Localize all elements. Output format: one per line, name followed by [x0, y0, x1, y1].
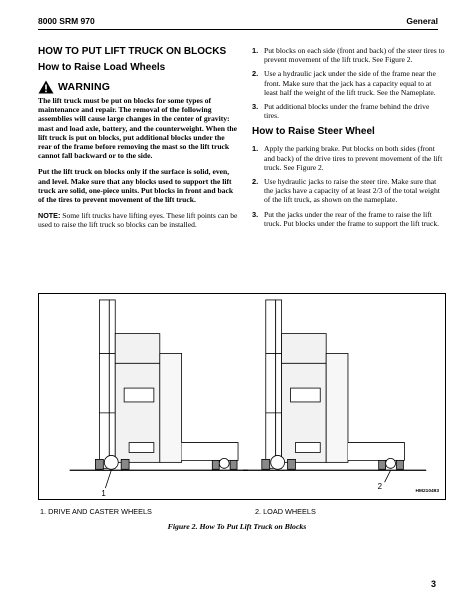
step-number: 3. [252, 102, 259, 112]
left-lift-truck [70, 300, 248, 470]
subsection-title-load-wheels: How to Raise Load Wheels [38, 62, 166, 73]
warning-paragraph-2: Put the lift truck on blocks only if the surface is solid, even, and level. Make sure that any blocks used to support the lift truck are solid, one-piece units. Put blocks in front and back of the tires to prevent movement of the lift truck. [38, 167, 234, 205]
warning-paragraph-1: The lift truck must be put on blocks for some types of maintenance and repair. The removal of the following assemblies will cause large changes in the center of gravity: mast and load axle, battery, and the counterweight. When the lift truck is put on blocks, put additional blocks under the rear of the frame before removing the mast so the lift truck cannot fall backward or to the side. [38, 96, 237, 161]
note-paragraph [38, 211, 240, 229]
step-number: 2. [252, 177, 259, 187]
page-number: 3 [430, 579, 436, 589]
list-item [252, 46, 446, 64]
list-item [252, 177, 446, 205]
step-number: 1. [252, 144, 259, 154]
step-number: 3. [252, 209, 259, 219]
step-number: 2. [252, 69, 259, 79]
steer-wheel-steps [252, 144, 446, 228]
right-lift-truck [243, 300, 426, 470]
note-text: Some lift trucks have lifting eyes. These lift points can be used to raise the lift truck so blocks can be installed. [38, 211, 238, 230]
figure-id: HM210493 [415, 489, 439, 494]
callout-1: 1 [101, 489, 106, 499]
section-name: General [406, 16, 438, 26]
callout-line-2 [385, 470, 391, 482]
right-column [252, 46, 446, 234]
lift-truck-drawing [39, 294, 445, 499]
warning-heading [38, 80, 240, 94]
step-text: Use hydraulic jacks to raise the steer tire. Make sure that the jacks have a capacity of at least 2/3 of the total weight of the lift truck, as shown on the nameplate. [264, 177, 440, 205]
step-text: Put additional blocks under the frame behind the drive tires. [264, 102, 430, 121]
figure-caption: Figure 2. How To Put Lift Truck on Blocks [167, 522, 307, 531]
warning-triangle-icon [38, 80, 54, 94]
step-text: Apply the parking brake. Put blocks on both sides (front and back) of the drive tires to prevent movement of the lift truck. See Figure 2. [264, 144, 443, 172]
load-wheel-steps [252, 46, 446, 120]
note-label: NOTE: [38, 211, 61, 221]
step-text: Put the jacks under the rear of the frame to raise the lift truck. Put blocks under the frame to support the lift truck. [264, 209, 440, 228]
legend-item-2: 2. LOAD WHEELS [255, 507, 316, 516]
step-text: Use a hydraulic jack under the side of the frame near the front. Make sure that the jack has a capacity equal to at least half the weight of the lift truck. See the Nameplate. [264, 69, 436, 97]
header-rule [38, 29, 438, 30]
list-item [252, 102, 446, 120]
left-column [38, 46, 240, 230]
figure-2-illustration [38, 293, 446, 500]
warning-label: WARNING [58, 81, 111, 93]
step-number: 1. [252, 46, 259, 55]
callout-line-1 [105, 470, 111, 488]
legend-item-1: 1. DRIVE AND CASTER WHEELS [40, 507, 152, 516]
callout-2: 2 [377, 482, 383, 492]
list-item [252, 144, 446, 172]
document-id: 8000 SRM 970 [38, 16, 95, 26]
list-item [252, 69, 446, 97]
section-title: HOW TO PUT LIFT TRUCK ON BLOCKS [38, 46, 227, 57]
list-item [252, 210, 446, 228]
step-text: Put blocks on each side (front and back) of the steer tires to prevent movement of the lift truck. See Figure 2. [264, 46, 445, 65]
subsection-title-steer-wheel: How to Raise Steer Wheel [252, 126, 375, 138]
